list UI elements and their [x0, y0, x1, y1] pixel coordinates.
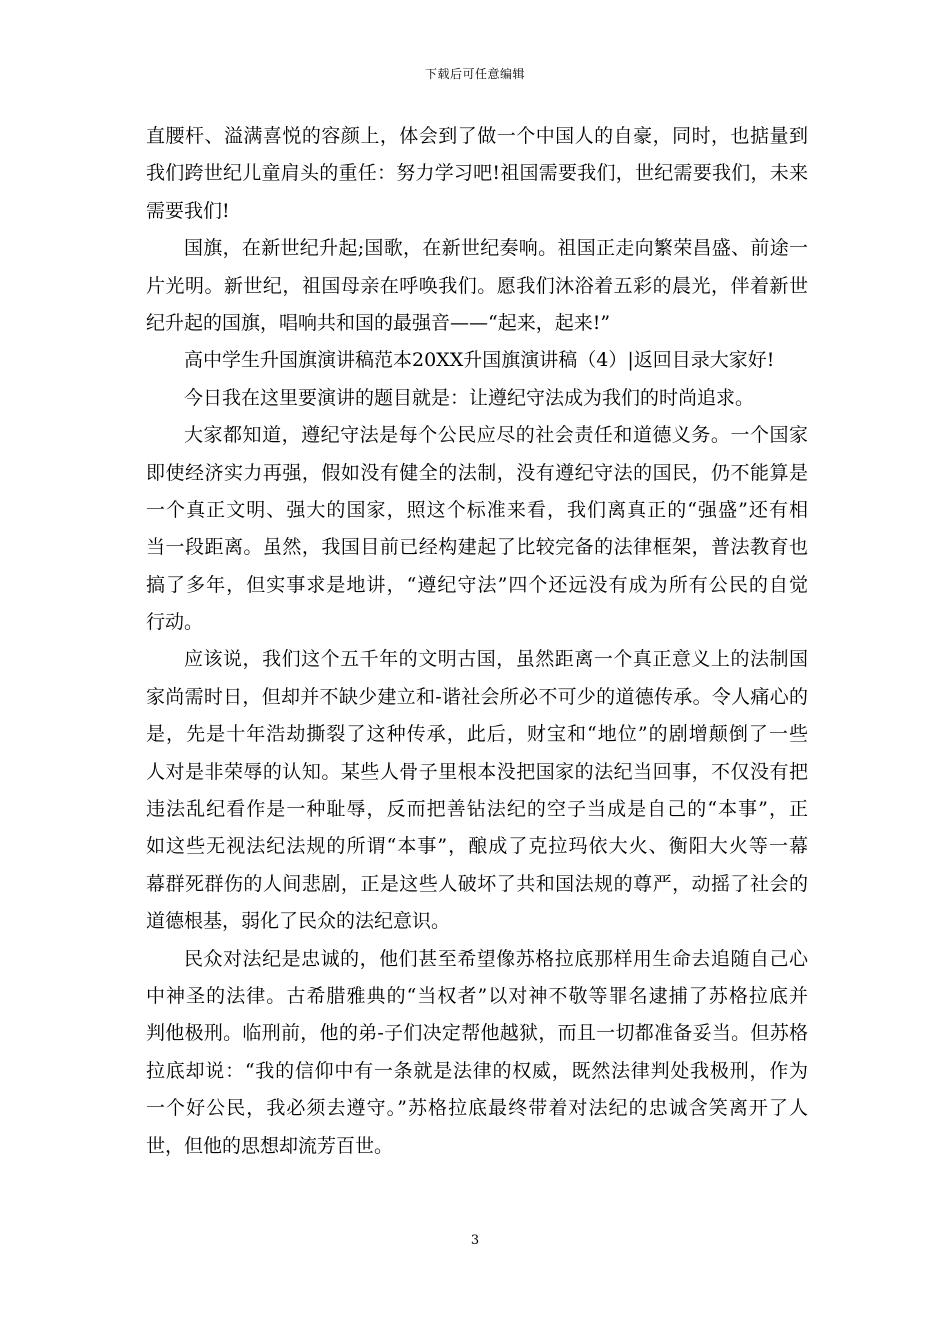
paragraph-line: 一个好公民，我必须去遵守。”苏格拉底最终带着对法纪的忠诚含笑离开了人 [146, 1097, 808, 1120]
paragraph-line: 今日我在这里要演讲的题目就是：让遵纪守法成为我们的时尚追求。 [184, 386, 755, 409]
paragraph [146, 342, 808, 379]
paragraph-line: 高中学生升国旗演讲稿范本20XX升国旗演讲稿（4）|返回目录大家好! [184, 349, 775, 372]
paragraph [146, 417, 808, 641]
paragraph-line: 道德根基，弱化了民众的法纪意识。 [146, 910, 451, 933]
paragraph-line: 需要我们! [146, 199, 230, 222]
paragraph-line: 纪升起的国旗，唱响共和国的最强音——“起来，起来!” [146, 311, 611, 334]
paragraph-line: 直腰杆、溢满喜悦的容颜上，体会到了做一个中国人的自豪，同时，也掂量到 [146, 125, 808, 147]
document-body [146, 118, 808, 1165]
paragraph-line: 应该说，我们这个五千年的文明古国，虽然距离一个真正意义上的法制国 [184, 648, 808, 671]
paragraph-line: 是，先是十年浩劫撕裂了这种传承，此后，财宝和“地位”的剧增颠倒了一些 [146, 723, 808, 746]
paragraph [146, 941, 808, 1165]
paragraph-line: 行动。 [146, 611, 204, 634]
paragraph-line: 如这些无视法纪法规的所谓“本事”，酿成了克拉玛依大火、衡阳大火等一幕 [146, 835, 808, 858]
paragraph-line: 即使经济实力再强，假如没有健全的法制，没有遵纪守法的国民，仍不能算是 [146, 461, 808, 484]
paragraph-line: 搞了多年，但实事求是地讲，“遵纪守法”四个还远没有成为所有公民的自觉 [146, 573, 808, 596]
paragraph-line: 幕群死群伤的人间悲剧，正是这些人破坏了共和国法规的尊严，动摇了社会的 [146, 872, 808, 895]
paragraph-line: 当一段距离。虽然，我国目前已经构建起了比较完备的法律框架，普法教育也 [146, 536, 808, 559]
paragraph-line: 家尚需时日，但却并不缺少建立和-谐社会所必不可少的道德传承。令人痛心的 [146, 685, 808, 708]
paragraph [146, 380, 808, 417]
paragraph-line: 判他极刑。临刑前，他的弟-子们决定帮他越狱，而且一切都准备妥当。但苏格 [146, 1022, 808, 1045]
paragraph-line: 人对是非荣辱的认知。某些人骨子里根本没把国家的法纪当回事，不仅没有把 [146, 760, 808, 783]
paragraph-line: 一个真正文明、强大的国家，照这个标准来看，我们离真正的“强盛”还有相 [146, 498, 808, 521]
paragraph-line: 国旗，在新世纪升起;国歌，在新世纪奏响。祖国正走向繁荣昌盛、前途一 [184, 237, 808, 260]
paragraph [146, 641, 808, 940]
page-number: 3 [470, 1233, 480, 1248]
paragraph [146, 118, 808, 230]
paragraph-line: 违法乱纪看作是一种耻辱，反而把善钻法纪的空子当成是自己的“本事”，正 [146, 798, 808, 821]
paragraph [146, 230, 808, 342]
paragraph-line: 片光明。新世纪，祖国母亲在呼唤我们。愿我们沐浴着五彩的晨光，伴着新世 [146, 274, 808, 297]
paragraph-line: 世，但他的思想却流芳百世。 [146, 1134, 394, 1157]
page-header: 下载后可任意编辑 [424, 67, 525, 81]
paragraph-line: 大家都知道，遵纪守法是每个公民应尽的社会责任和道德义务。一个国家 [184, 424, 808, 447]
paragraph-line: 拉底却说：“我的信仰中有一条就是法律的权威，既然法律判处我极刑，作为 [146, 1059, 808, 1082]
paragraph-line: 中神圣的法律。古希腊雅典的“当权者”以对神不敬等罪名逮捕了苏格拉底并 [146, 984, 808, 1007]
paragraph-line: 民众对法纪是忠诚的，他们甚至希望像苏格拉底那样用生命去追随自己心 [184, 947, 808, 970]
paragraph-line: 我们跨世纪儿童肩头的重任：努力学习吧!祖国需要我们，世纪需要我们，未来 [146, 162, 808, 185]
